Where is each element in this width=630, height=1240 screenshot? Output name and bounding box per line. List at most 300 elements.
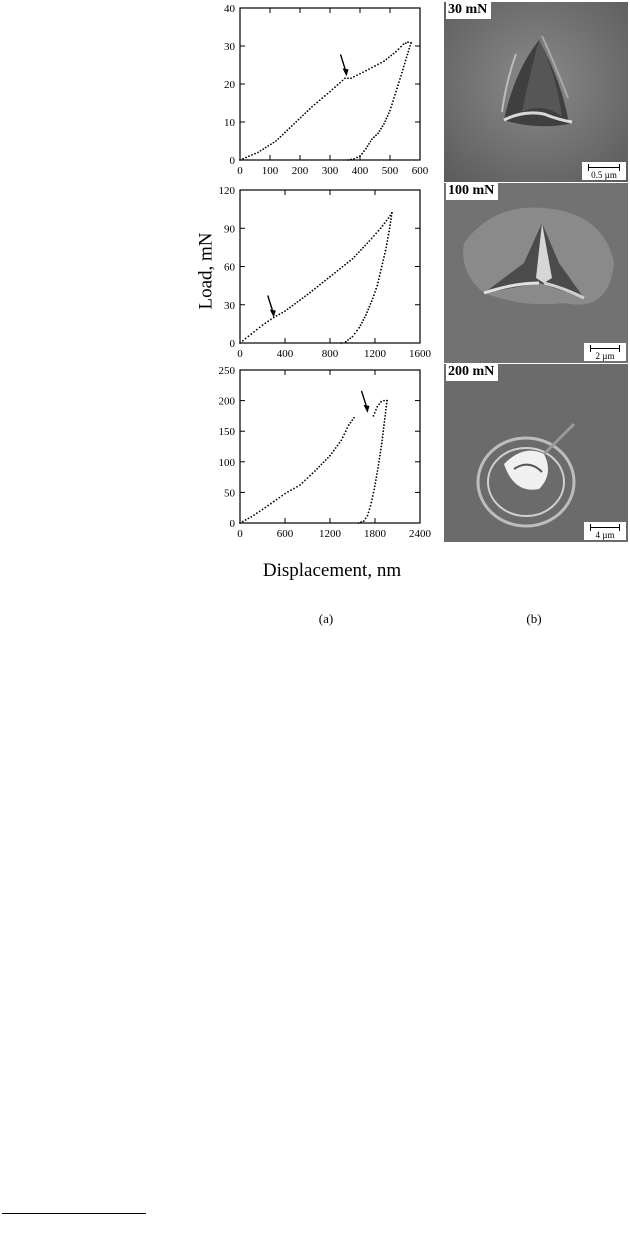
data-point (267, 145, 269, 147)
data-point (388, 234, 390, 236)
data-point (388, 231, 390, 233)
data-point (338, 442, 340, 444)
data-point (380, 62, 382, 64)
scale-bar-label: 2 µm (595, 351, 615, 361)
data-point (375, 288, 377, 290)
x-tick-label: 400 (351, 165, 369, 177)
data-point (404, 63, 406, 65)
data-point (290, 489, 292, 491)
data-point (321, 97, 323, 99)
plot-frame (240, 190, 420, 343)
data-point (376, 473, 378, 475)
data-point (379, 452, 381, 454)
data-point (245, 157, 247, 159)
data-point (257, 152, 259, 154)
data-point (373, 136, 375, 138)
data-point (342, 266, 344, 268)
data-point (382, 433, 384, 435)
data-point (407, 54, 409, 56)
data-point (374, 482, 376, 484)
data-point (298, 119, 300, 121)
y-tick-label: 0 (229, 518, 235, 530)
data-point (248, 155, 250, 157)
data-point (356, 330, 358, 332)
data-point (398, 81, 400, 83)
data-point (356, 157, 358, 159)
data-point (282, 134, 284, 136)
data-point (304, 479, 306, 481)
data-point (239, 159, 241, 161)
data-point (245, 338, 247, 340)
data-point (377, 133, 379, 135)
data-point (327, 93, 329, 95)
data-point (375, 476, 377, 478)
data-point (265, 147, 267, 149)
data-point (365, 148, 367, 150)
data-point (256, 512, 258, 514)
data-point (369, 508, 371, 510)
data-point (364, 317, 366, 319)
data-point (379, 130, 381, 132)
data-point (368, 143, 370, 145)
data-point (331, 452, 333, 454)
data-point (363, 520, 365, 522)
micrograph-load-label: 30 mN (446, 2, 491, 19)
y-tick-label: 90 (224, 223, 235, 236)
data-point (281, 495, 283, 497)
x-tick-label: 1600 (409, 348, 431, 360)
data-point (400, 75, 402, 77)
data-point (325, 459, 327, 461)
data-point (267, 505, 269, 507)
data-point (293, 123, 295, 125)
data-point (361, 322, 363, 324)
data-point (316, 102, 318, 104)
data-point (383, 400, 385, 402)
data-point (296, 486, 298, 488)
data-point (335, 447, 337, 449)
data-point (302, 297, 304, 299)
data-point (377, 282, 379, 284)
y-tick-label: 120 (218, 185, 235, 197)
data-point (383, 256, 385, 258)
data-point (393, 53, 395, 55)
data-point (352, 336, 354, 338)
plot-frame (240, 8, 420, 160)
data-point (405, 60, 407, 62)
data-point (390, 107, 392, 109)
data-point (379, 275, 381, 277)
data-point (407, 41, 409, 43)
data-point (380, 269, 382, 271)
data-point (371, 238, 373, 240)
arrow-head (270, 310, 276, 318)
data-point (253, 331, 255, 333)
y-tick-label: 0 (229, 155, 235, 167)
data-point (370, 141, 372, 143)
data-point (360, 249, 362, 251)
data-point (378, 403, 380, 405)
data-point (383, 427, 385, 429)
data-point (337, 270, 339, 272)
data-point (323, 461, 325, 463)
data-point (307, 294, 309, 296)
data-point (286, 129, 288, 131)
data-point (314, 104, 316, 106)
arrow-head (364, 405, 370, 413)
data-point (311, 106, 313, 108)
data-point (386, 400, 388, 402)
data-point (387, 115, 389, 117)
data-point (390, 218, 392, 220)
y-tick-label: 200 (218, 395, 235, 408)
data-point (318, 466, 320, 468)
data-point (362, 71, 364, 73)
data-point (395, 51, 397, 53)
data-point (371, 67, 373, 69)
data-point (389, 227, 391, 229)
data-point (276, 499, 278, 501)
data-point (307, 110, 309, 112)
data-point (347, 159, 349, 161)
scale-bar (584, 522, 626, 540)
data-point (384, 222, 386, 224)
data-point (360, 324, 362, 326)
data-point (366, 242, 368, 244)
micrograph-load-label: 100 mN (446, 183, 498, 200)
data-point (365, 70, 367, 72)
data-point (359, 73, 361, 75)
x-tick-label: 300 (321, 165, 339, 177)
data-point (373, 294, 375, 296)
data-point (409, 45, 411, 47)
data-point (374, 291, 376, 293)
x-tick-label: 200 (291, 165, 309, 177)
data-point (379, 458, 381, 460)
data-point (344, 77, 346, 79)
x-tick-label: 0 (237, 348, 243, 360)
data-point (374, 65, 376, 67)
data-point (270, 143, 272, 145)
data-point (381, 439, 383, 441)
data-point (259, 510, 261, 512)
data-point (239, 522, 241, 524)
indent-image-100mn (444, 183, 628, 363)
data-point (384, 418, 386, 420)
data-point (329, 455, 331, 457)
data-point (366, 311, 368, 313)
data-point (378, 464, 380, 466)
data-point (287, 308, 289, 310)
data-point (388, 57, 390, 59)
y-tick-label: 40 (224, 3, 235, 15)
data-point (304, 112, 306, 114)
data-point (291, 125, 293, 127)
data-point (399, 78, 401, 80)
micrograph-30mn (444, 2, 628, 182)
data-point (391, 212, 393, 214)
data-point (407, 51, 409, 53)
data-point (380, 446, 382, 448)
data-point (242, 340, 244, 342)
indent-image-30mn (444, 2, 628, 182)
micrograph-200mn (444, 364, 628, 542)
data-point (395, 91, 397, 93)
data-point (319, 99, 321, 101)
data-point (380, 401, 382, 403)
data-point (251, 154, 253, 156)
data-point (362, 319, 364, 321)
data-point (339, 268, 341, 270)
data-point (256, 329, 258, 331)
data-point (350, 77, 352, 79)
data-point (382, 262, 384, 264)
data-point (356, 253, 358, 255)
data-point (377, 63, 379, 65)
data-point (390, 221, 392, 223)
data-point (300, 117, 302, 119)
data-point (321, 464, 323, 466)
data-point (254, 153, 256, 155)
data-point (380, 449, 382, 451)
data-point (351, 419, 353, 421)
y-tick-label: 30 (224, 299, 235, 312)
data-point (324, 95, 326, 97)
data-point (408, 48, 410, 50)
data-point (309, 108, 311, 110)
data-point (410, 42, 412, 44)
data-point (403, 43, 405, 45)
data-point (380, 227, 382, 229)
data-point (253, 514, 255, 516)
data-point (312, 472, 314, 474)
data-point (346, 427, 348, 429)
data-point (405, 42, 407, 44)
data-point (353, 417, 355, 419)
data-point (386, 118, 388, 120)
data-point (295, 121, 297, 123)
data-point (350, 159, 352, 161)
footnote-rule (2, 1213, 146, 1214)
data-point (304, 295, 306, 297)
data-point (375, 134, 377, 136)
data-point (385, 250, 387, 252)
data-point (371, 138, 373, 140)
data-point (245, 519, 247, 521)
data-point (385, 412, 387, 414)
data-point (340, 439, 342, 441)
data-point (389, 110, 391, 112)
scale-bar (584, 343, 626, 361)
data-point (388, 217, 390, 219)
y-tick-label: 20 (224, 79, 235, 91)
data-point (388, 112, 390, 114)
data-point (360, 521, 362, 523)
data-point (340, 342, 342, 344)
data-point (371, 498, 373, 500)
data-point (322, 282, 324, 284)
x-tick-label: 2400 (409, 528, 431, 540)
data-point (402, 69, 404, 71)
y-tick-label: 30 (224, 41, 235, 53)
data-point (273, 142, 275, 144)
panel-a-label: (a) (318, 611, 334, 626)
data-point (284, 493, 286, 495)
data-point (367, 309, 369, 311)
data-point (327, 457, 329, 459)
data-point (284, 132, 286, 134)
data-point (273, 501, 275, 503)
data-point (289, 127, 291, 129)
data-point (350, 422, 352, 424)
data-point (358, 327, 360, 329)
data-point (382, 225, 384, 227)
data-point (242, 158, 244, 160)
y-axis-label: Load, mN (195, 232, 217, 310)
data-point (270, 319, 272, 321)
data-point (379, 455, 381, 457)
data-point (239, 342, 241, 344)
x-tick-label: 500 (381, 165, 399, 177)
data-point (398, 48, 400, 50)
data-point (383, 424, 385, 426)
data-point (361, 153, 363, 155)
micrograph-100mn (444, 183, 628, 363)
data-point (354, 333, 356, 335)
x-tick-label: 0 (237, 165, 243, 177)
data-point (376, 285, 378, 287)
data-point (289, 307, 291, 309)
y-tick-label: 60 (224, 261, 235, 274)
data-point (316, 468, 318, 470)
data-point (368, 68, 370, 70)
data-point (264, 322, 266, 324)
data-point (385, 409, 387, 411)
data-point (277, 138, 279, 140)
data-point (373, 488, 375, 490)
data-point (375, 409, 377, 411)
data-point (391, 103, 393, 105)
data-point (372, 495, 374, 497)
data-point (329, 276, 331, 278)
data-point (358, 251, 360, 253)
data-point (394, 94, 396, 96)
data-point (334, 86, 336, 88)
data-point (302, 114, 304, 116)
data-point (344, 264, 346, 266)
data-point (349, 260, 351, 262)
data-point (400, 46, 402, 48)
data-point (381, 266, 383, 268)
plot-frame (240, 370, 420, 523)
data-point (382, 259, 384, 261)
y-tick-label: 150 (218, 426, 235, 439)
data-point (362, 247, 364, 249)
data-point (365, 518, 367, 520)
x-axis-label: Displacement, nm (262, 560, 402, 581)
data-point (280, 136, 282, 138)
x-tick-label: 600 (411, 165, 429, 177)
y-tick-label: 100 (218, 456, 235, 469)
data-point (339, 82, 341, 84)
data-point (297, 301, 299, 303)
data-point (392, 100, 394, 102)
data-point (371, 300, 373, 302)
data-point (294, 303, 296, 305)
data-point (302, 482, 304, 484)
data-point (374, 412, 376, 414)
data-point (275, 140, 277, 142)
data-point (370, 502, 372, 504)
data-point (248, 335, 250, 337)
data-point (382, 125, 384, 127)
data-point (248, 518, 250, 520)
data-point (293, 488, 295, 490)
data-point (382, 430, 384, 432)
data-point (309, 475, 311, 477)
arrow-head (343, 68, 349, 76)
data-point (384, 253, 386, 255)
data-point (267, 320, 269, 322)
micrograph-load-label: 200 mN (446, 364, 498, 381)
data-point (347, 77, 349, 79)
y-tick-label: 250 (218, 365, 235, 377)
data-point (242, 521, 244, 523)
data-point (386, 403, 388, 405)
data-point (299, 484, 301, 486)
data-point (367, 145, 369, 147)
data-point (332, 88, 334, 90)
data-point (278, 313, 280, 315)
x-tick-label: 1200 (364, 348, 386, 360)
data-point (347, 339, 349, 341)
data-point (368, 240, 370, 242)
data-point (317, 286, 319, 288)
data-point (259, 326, 261, 328)
data-point (314, 288, 316, 290)
data-point (403, 66, 405, 68)
data-point (386, 58, 388, 60)
data-point (334, 272, 336, 274)
data-point (391, 215, 393, 217)
data-point (386, 240, 388, 242)
data-point (276, 315, 278, 317)
data-point (386, 243, 388, 245)
data-point (337, 445, 339, 447)
x-tick-label: 800 (321, 348, 339, 360)
x-tick-label: 400 (276, 348, 294, 360)
data-point (386, 220, 388, 222)
data-point (333, 450, 335, 452)
data-point (401, 72, 403, 74)
y-tick-label: 0 (229, 338, 235, 350)
data-point (262, 148, 264, 150)
data-point (373, 235, 375, 237)
x-tick-label: 1200 (319, 528, 341, 540)
x-tick-label: 100 (261, 165, 279, 177)
data-point (352, 258, 354, 260)
data-point (343, 433, 345, 435)
data-point (342, 80, 344, 82)
data-point (359, 155, 361, 157)
data-point (287, 491, 289, 493)
data-point (375, 479, 377, 481)
data-point (353, 158, 355, 160)
data-point (299, 299, 301, 301)
data-point (262, 324, 264, 326)
data-point (373, 492, 375, 494)
data-point (370, 303, 372, 305)
